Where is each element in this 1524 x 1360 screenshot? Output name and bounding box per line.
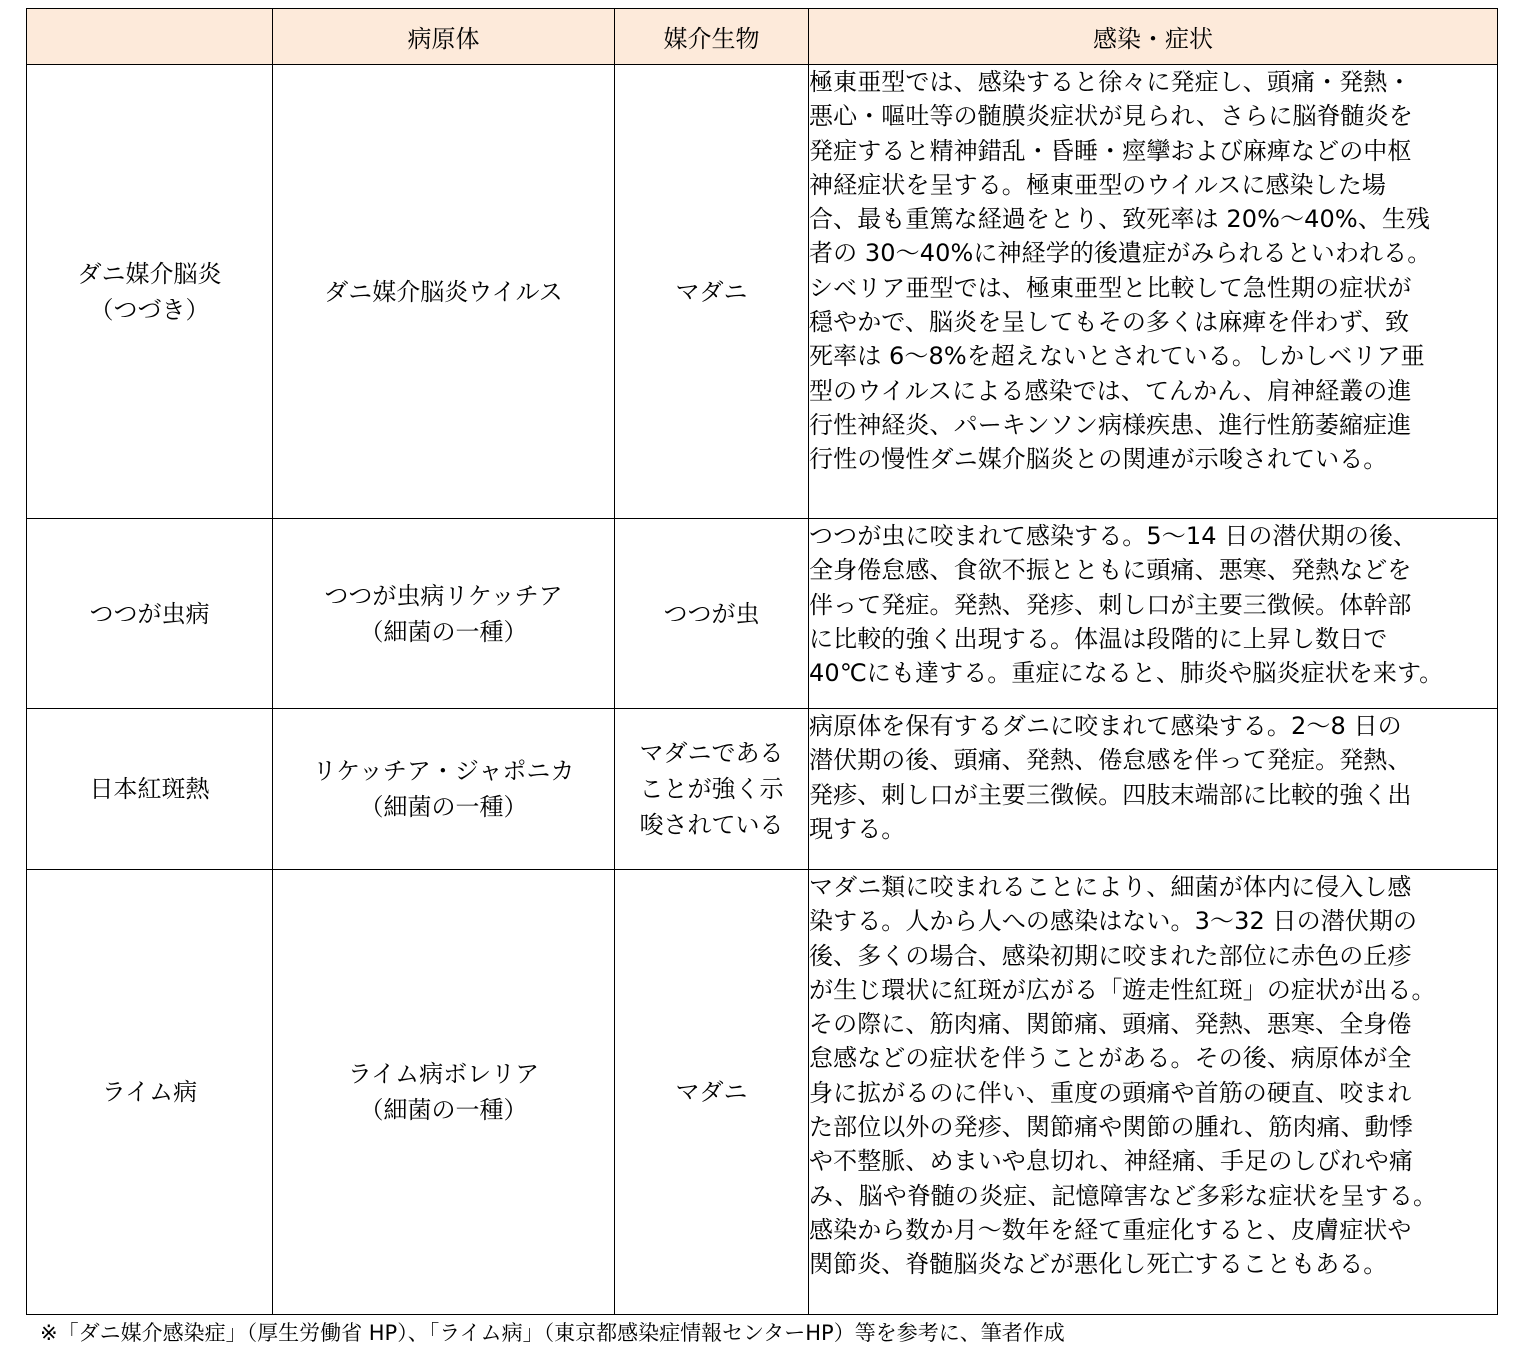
vector-cell: つつが虫 — [615, 519, 809, 709]
disease-table — [26, 8, 1498, 1315]
symptoms-cell: 極東亜型では、感染すると徐々に発症し、頭痛・発熱・ 悪心・嘔吐等の髄膜炎症状が見られ、さらに脳脊髄炎を 発症すると精神錯乱・昏睡・痙攣および麻痺などの中枢 神経症状を呈する。極東亜型のウイルスに感染した場 合、最も重篤な経過をとり、致死率は 20%〜40%、生残 者の 30〜40%に神経学的後遺症がみられるといわれる。 シベリア亜型では、極東亜型と比較して急性期の症状が 穏やかで、脳炎を呈してもその多くは麻痺を伴わず、致 死率は 6〜8%を超えないとされている。しかしベリア亜 型のウイルスによる感染では、てんかん、肩神経叢の進 行性神経炎、パーキンソン病様疾患、進行性筋萎縮症進 行性の慢性ダニ媒介脳炎との関連が示唆されている。 — [809, 65, 1498, 519]
vector-cell: マダニ — [615, 870, 809, 1315]
table-header-row — [27, 9, 1498, 65]
disease-cell: ダニ媒介脳炎 （つづき） — [27, 65, 273, 519]
source-footnote: ※「ダニ媒介感染症」（厚生労働省 HP）、「ライム病」（東京都感染症情報センターHP）等を参考に、筆者作成 — [40, 1321, 1065, 1345]
vector-cell: マダニ — [615, 65, 809, 519]
symptoms-cell: 病原体を保有するダニに咬まれて感染する。2〜8 日の 潜伏期の後、頭痛、発熱、倦怠感を伴って発症。発熱、 発疹、刺し口が主要三徴候。四肢末端部に比較的強く出 現する。 — [809, 709, 1498, 870]
header-vector: 媒介生物 — [615, 9, 809, 65]
header-disease — [27, 9, 273, 65]
disease-cell: つつが虫病 — [27, 519, 273, 709]
pathogen-cell: ダニ媒介脳炎ウイルス — [273, 65, 615, 519]
table-row — [27, 519, 1498, 709]
disease-cell: 日本紅斑熱 — [27, 709, 273, 870]
table-row — [27, 65, 1498, 519]
header-symptoms: 感染・症状 — [809, 9, 1498, 65]
symptoms-cell: つつが虫に咬まれて感染する。5〜14 日の潜伏期の後、 全身倦怠感、食欲不振とともに頭痛、悪寒、発熱などを 伴って発症。発熱、発疹、刺し口が主要三徴候。体幹部 に比較的強く出現する。体温は段階的に上昇し数日で 40℃にも達する。重症になると、肺炎や脳炎症状を来す。 — [809, 519, 1498, 709]
table-row — [27, 870, 1498, 1315]
pathogen-cell: リケッチア・ジャポニカ （細菌の一種） — [273, 709, 615, 870]
pathogen-cell: ライム病ボレリア （細菌の一種） — [273, 870, 615, 1315]
table-row — [27, 709, 1498, 870]
pathogen-cell: つつが虫病リケッチア （細菌の一種） — [273, 519, 615, 709]
disease-cell: ライム病 — [27, 870, 273, 1315]
symptoms-cell: マダニ類に咬まれることにより、細菌が体内に侵入し感 染する。人から人への感染はない。3〜32 日の潜伏期の 後、多くの場合、感染初期に咬まれた部位に赤色の丘疹 が生じ環状に紅斑が広がる「遊走性紅斑」の症状が出る。 その際に、筋肉痛、関節痛、頭痛、発熱、悪寒、全身倦 怠感などの症状を伴うことがある。その後、病原体が全 身に拡がるのに伴い、重度の頭痛や首筋の硬直、咬まれ た部位以外の発疹、関節痛や関節の腫れ、筋肉痛、動悸 や不整脈、めまいや息切れ、神経痛、手足のしびれや痛 み、脳や脊髄の炎症、記憶障害など多彩な症状を呈する。 感染から数か月〜数年を経て重症化すると、皮膚症状や 関節炎、脊髄脳炎などが悪化し死亡することもある。 — [809, 870, 1498, 1315]
header-pathogen: 病原体 — [273, 9, 615, 65]
vector-cell: マダニである ことが強く示 唆されている — [615, 709, 809, 870]
